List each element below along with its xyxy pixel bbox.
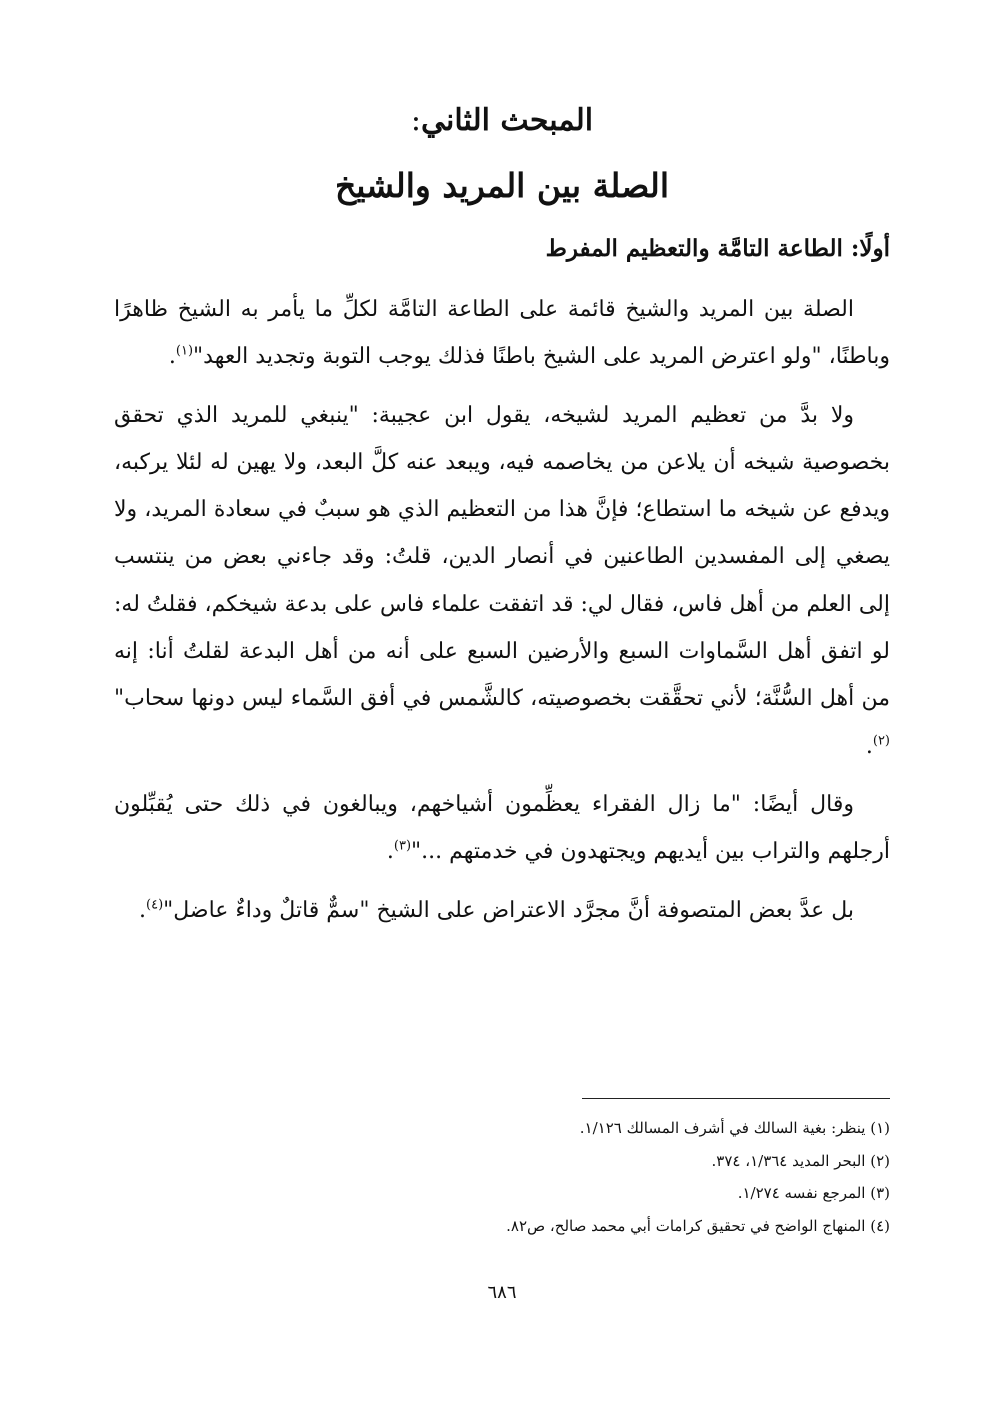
paragraph-text: الصلة بين المريد والشيخ قائمة على الطاعة التامَّة لكلِّ ما يأمر به الشيخ ظاهرًا وباطنًا، "ولو اعترض المريد على الشيخ باطنًا فذلك يوجب التوبة وتجديد العهد"	[114, 297, 890, 370]
paragraph	[114, 781, 890, 876]
paragraph	[114, 286, 890, 381]
footnote-ref: (٣)	[393, 838, 412, 854]
document-page	[114, 0, 890, 1418]
paragraph	[114, 392, 890, 770]
chapter-label: المبحث الثاني	[420, 103, 594, 138]
paragraph-end: .	[139, 897, 146, 923]
footnote-ref: (٢)	[872, 733, 890, 749]
paragraph-end: .	[386, 839, 394, 865]
chapter-heading	[114, 98, 890, 144]
paragraph	[114, 887, 890, 934]
page-title: الصلة بين المريد والشيخ	[334, 166, 670, 205]
footnote-ref: (١)	[175, 343, 194, 359]
body-text	[114, 286, 890, 934]
footnote-ref: (٤)	[146, 897, 164, 913]
paragraph-end: .	[168, 344, 176, 370]
paragraph-text: ولا بدَّ من تعظيم المريد لشيخه، يقول ابن عجيبة: "ينبغي للمريد الذي تحقق بخصوصية شيخه أن يلاعن من يخاصمه فيه، ويبعد عنه كلَّ البعد، ولا يهين له لئلا يركبه، ويدفع عن شيخه ما استطاع؛ فإنَّ هذا من التعظيم الذي هو سببٌ في سعادة المريد، ولا يصغي إلى المفسدين الطاعنين في أنصار الدين، قلتُ: وقد جاءني بعض من ينتسب إلى العلم من أهل فاس، فقال لي: قد اتفقت علماء فاس على بدعة شيخكم، فقلتُ له: لو اتفق أهل السَّماوات السبع والأرضين السبع على أنه من أهل البدعة لقلتُ أنا: إنه من أهل السُّنَّة؛ لأني تحقَّقت بخصوصيته، كالشَّمس في أفق السَّماء ليس دونها سحاب"	[114, 402, 890, 712]
paragraph-text: وقال أيضًا: "ما زال الفقراء يعظِّمون أشياخهم، ويبالغون في ذلك حتى يُقبِّلون أرجلهم والتراب بين أيديهم ويجتهدون في خدمتهم ..."	[114, 791, 890, 865]
paragraph-text: بل عدَّ بعض المتصوفة أنَّ مجرَّد الاعتراض على الشيخ "سمٌّ قاتلٌ وداءٌ عاضل"	[163, 897, 854, 923]
footnote-divider	[582, 1098, 890, 1099]
section-heading: أولًا: الطاعة التامَّة والتعظيم المفرط	[545, 235, 890, 262]
footnotes	[114, 1112, 890, 1242]
page-number: ٦٨٦	[487, 1282, 517, 1303]
chapter-colon: :	[410, 103, 421, 138]
footnote: (٤) المنهاج الواضح في تحقيق كرامات أبي محمد صالح، ص٨٢.	[506, 1216, 890, 1235]
paragraph-end: .	[865, 733, 873, 759]
footnote: (١) ينظر: بغية السالك في أشرف المسالك ١/١٢٦.	[579, 1119, 890, 1137]
footnote: (٢) البحر المديد ١/٣٦٤، ٣٧٤.	[711, 1151, 890, 1170]
footnote: (٣) المرجع نفسه ١/٢٧٤.	[737, 1184, 890, 1202]
